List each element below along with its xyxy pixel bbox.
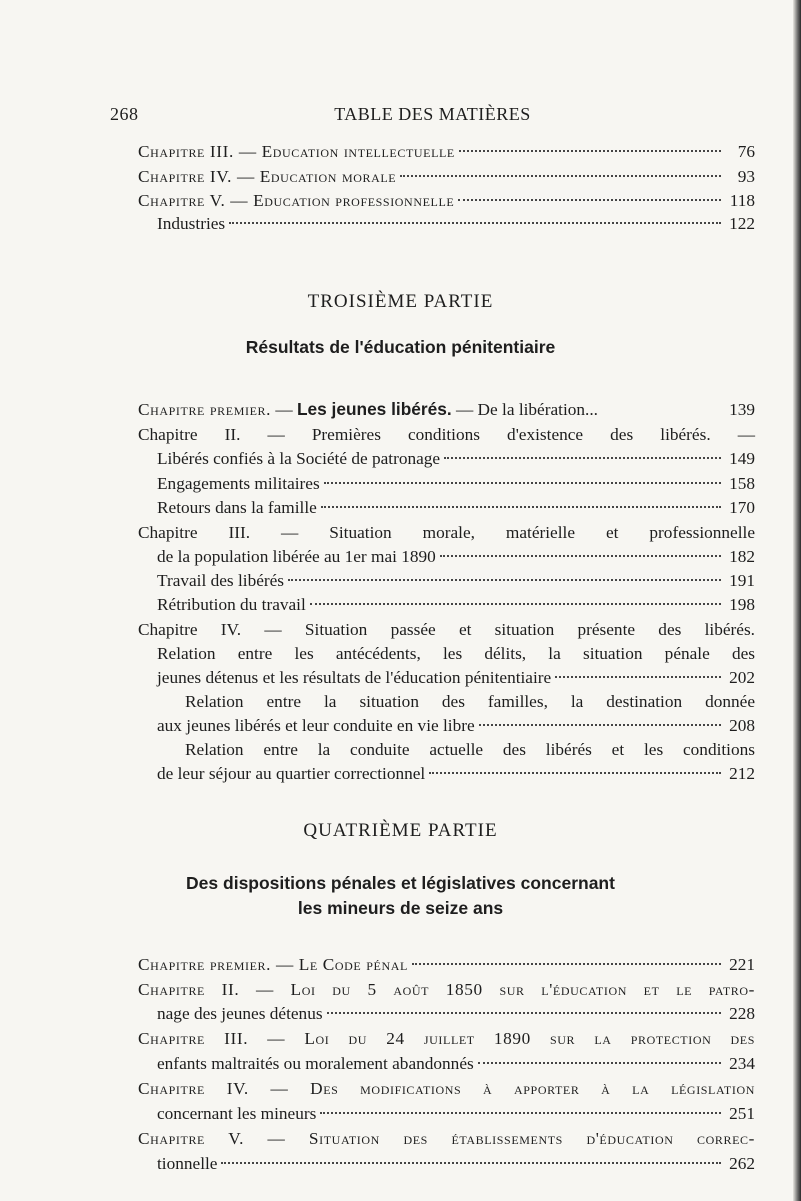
toc-entry: Engagements militaires 158 — [157, 474, 755, 493]
part-subtitle: les mineurs de seize ans — [297, 898, 504, 918]
toc-entry: de leur séjour au quartier correctionnel 212 — [157, 764, 755, 783]
toc-entry: Chapitre V. — Education professionnelle 118 — [138, 191, 755, 210]
toc-entry: Travail des libérés 191 — [157, 571, 755, 590]
toc-entry-line: Relation entre la conduite actuelle des libérés et les conditions — [185, 740, 755, 759]
part-subtitle: Résultats de l'éducation pénitentiaire — [245, 337, 556, 357]
toc-entry: de la population libérée au 1er mai 1890 182 — [157, 547, 755, 566]
page-number: 268 — [110, 104, 139, 124]
toc-entry-line: Chapitre II. — Loi du 5 août 1850 sur l'éducation et le patro- — [138, 980, 755, 999]
toc-entry: nage des jeunes détenus 228 — [157, 1004, 755, 1023]
toc-entry: Retours dans la famille 170 — [157, 498, 755, 517]
part-subtitle: Des dispositions pénales et législatives concernant — [186, 873, 615, 893]
running-header — [110, 104, 755, 128]
toc-entry: Industries 122 — [157, 214, 755, 233]
toc-entry: concernant les mineurs 251 — [157, 1104, 755, 1123]
toc-entry: enfants maltraités ou moralement abandonnés 234 — [157, 1054, 755, 1073]
toc-entry-line: Relation entre la situation des familles, la destination donnée — [185, 692, 755, 711]
toc-entry: Chapitre IV. — Education morale 93 — [138, 167, 755, 186]
toc-entry: Chapitre III. — Education intellectuelle 76 — [138, 142, 755, 161]
toc-entry-line: Chapitre III. — Loi du 24 juillet 1890 sur la protection des — [138, 1029, 755, 1048]
toc-entry-line: Chapitre V. — Situation des établissements d'éducation correc- — [138, 1129, 755, 1148]
toc-entry-line: Relation entre les antécédents, les délits, la situation pénale des — [157, 644, 755, 663]
toc-entry-line: Chapitre III. — Situation morale, matérielle et professionnelle — [138, 523, 755, 542]
toc-entry: aux jeunes libérés et leur conduite en vie libre 208 — [157, 716, 755, 735]
toc-entry-line: Chapitre II. — Premières conditions d'existence des libérés. — — [138, 425, 755, 444]
toc-entry: Chapitre premier. — Le Code pénal 221 — [138, 955, 755, 974]
part-title: TROISIÈME PARTIE — [307, 291, 494, 312]
toc-entry: Chapitre premier. — Les jeunes libérés. — De la libération... 139 — [138, 399, 755, 419]
toc-entry-line: Chapitre IV. — Des modifications à apporter à la législation — [138, 1079, 755, 1098]
toc-entry: tionnelle 262 — [157, 1154, 755, 1173]
toc-entry: Rétribution du travail 198 — [157, 595, 755, 614]
page-edge-shadow — [793, 0, 801, 1201]
running-title: TABLE DES MATIÈRES — [334, 104, 531, 124]
toc-entry: jeunes détenus et les résultats de l'éducation pénitentiaire 202 — [157, 668, 755, 687]
toc-entry-line: Chapitre IV. — Situation passée et situation présente des libérés. — [138, 620, 755, 639]
toc-entry: Libérés confiés à la Société de patronage 149 — [157, 449, 755, 468]
part-title: QUATRIÈME PARTIE — [303, 820, 498, 841]
